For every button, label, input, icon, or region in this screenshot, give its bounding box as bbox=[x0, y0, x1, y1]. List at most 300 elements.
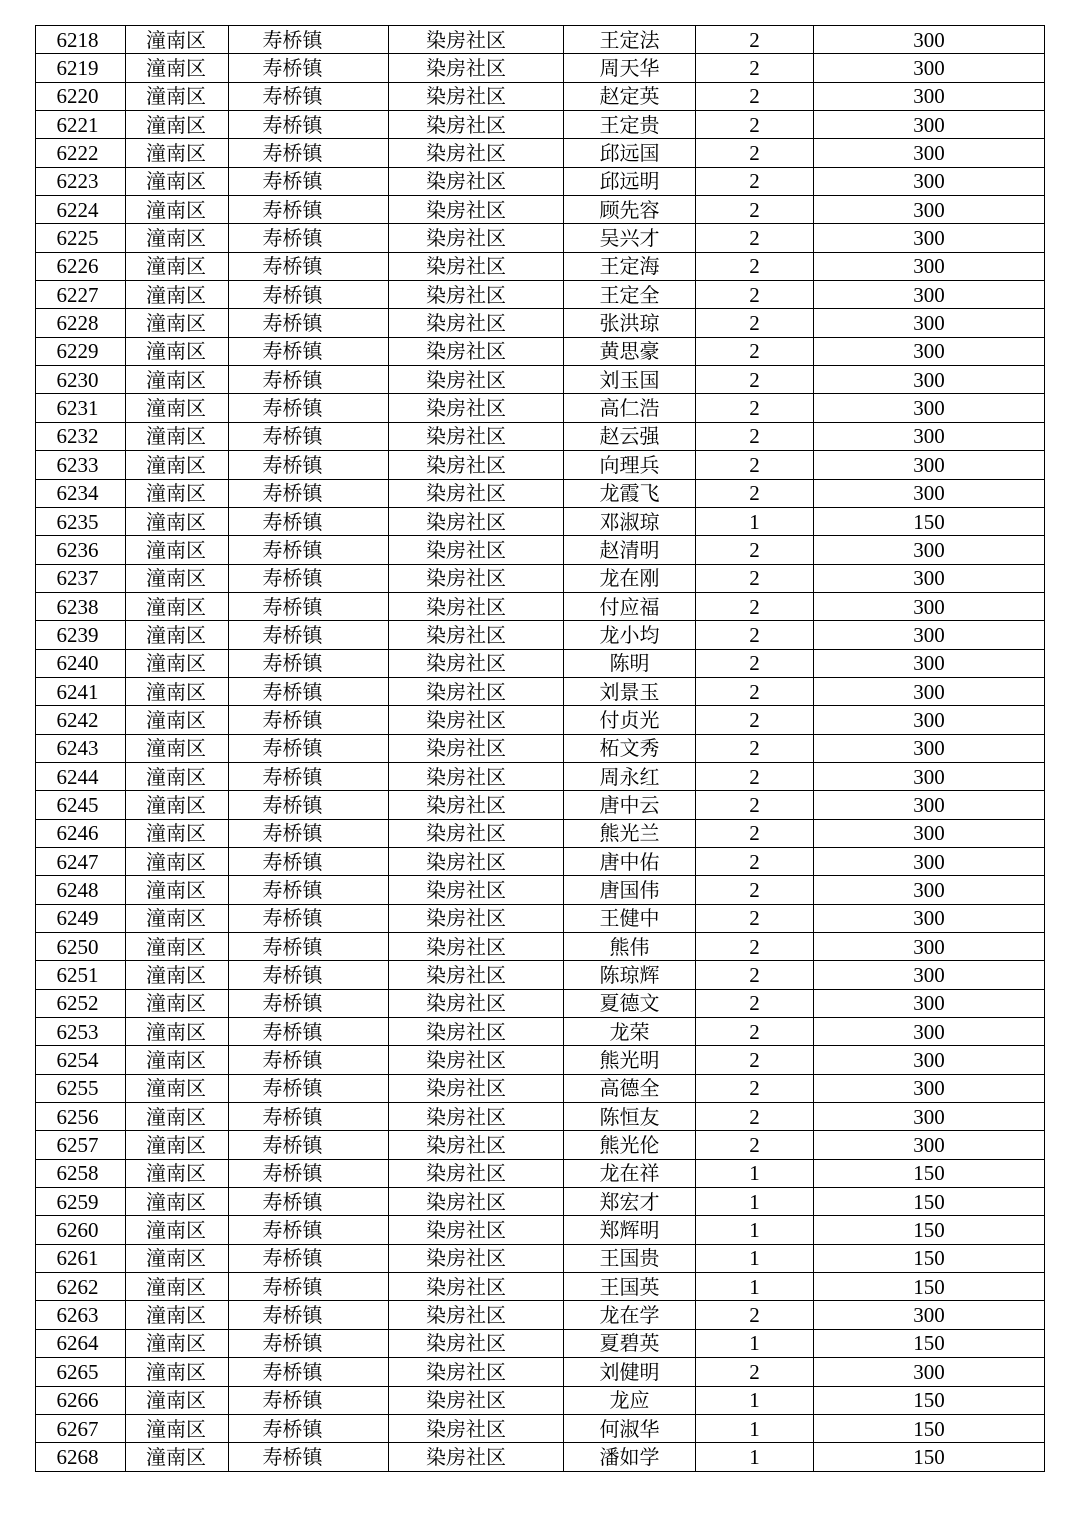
cell-count: 1 bbox=[696, 1244, 814, 1272]
cell-count: 2 bbox=[696, 734, 814, 762]
cell-serial-number: 6267 bbox=[36, 1414, 126, 1442]
table-row bbox=[36, 451, 1045, 479]
table-row bbox=[36, 1046, 1045, 1074]
cell-name: 龙在学 bbox=[564, 1301, 696, 1329]
table-row bbox=[36, 26, 1045, 54]
cell-district: 潼南区 bbox=[126, 706, 229, 734]
cell-count: 2 bbox=[696, 224, 814, 252]
cell-amount: 300 bbox=[814, 876, 1045, 904]
cell-count: 2 bbox=[696, 167, 814, 195]
cell-name: 刘健明 bbox=[564, 1358, 696, 1386]
cell-name: 龙在祥 bbox=[564, 1159, 696, 1187]
cell-serial-number: 6265 bbox=[36, 1358, 126, 1386]
cell-count: 2 bbox=[696, 536, 814, 564]
cell-community: 染房社区 bbox=[389, 337, 564, 365]
cell-town: 寿桥镇 bbox=[229, 791, 389, 819]
cell-name: 王定全 bbox=[564, 281, 696, 309]
cell-community: 染房社区 bbox=[389, 592, 564, 620]
cell-name: 夏碧英 bbox=[564, 1329, 696, 1357]
cell-name: 吴兴才 bbox=[564, 224, 696, 252]
cell-community: 染房社区 bbox=[389, 479, 564, 507]
cell-town: 寿桥镇 bbox=[229, 1301, 389, 1329]
cell-amount: 300 bbox=[814, 762, 1045, 790]
cell-amount: 300 bbox=[814, 422, 1045, 450]
cell-town: 寿桥镇 bbox=[229, 649, 389, 677]
cell-amount: 150 bbox=[814, 507, 1045, 535]
cell-name: 王国贵 bbox=[564, 1244, 696, 1272]
cell-count: 2 bbox=[696, 1018, 814, 1046]
cell-amount: 300 bbox=[814, 649, 1045, 677]
cell-district: 潼南区 bbox=[126, 819, 229, 847]
cell-community: 染房社区 bbox=[389, 1046, 564, 1074]
cell-town: 寿桥镇 bbox=[229, 281, 389, 309]
cell-community: 染房社区 bbox=[389, 1386, 564, 1414]
table-row bbox=[36, 592, 1045, 620]
cell-town: 寿桥镇 bbox=[229, 876, 389, 904]
cell-district: 潼南区 bbox=[126, 904, 229, 932]
table-row bbox=[36, 337, 1045, 365]
cell-community: 染房社区 bbox=[389, 54, 564, 82]
cell-amount: 300 bbox=[814, 479, 1045, 507]
cell-name: 黄思豪 bbox=[564, 337, 696, 365]
cell-serial-number: 6221 bbox=[36, 111, 126, 139]
cell-town: 寿桥镇 bbox=[229, 1018, 389, 1046]
cell-serial-number: 6260 bbox=[36, 1216, 126, 1244]
cell-community: 染房社区 bbox=[389, 1074, 564, 1102]
cell-town: 寿桥镇 bbox=[229, 167, 389, 195]
cell-count: 2 bbox=[696, 933, 814, 961]
table-row bbox=[36, 1301, 1045, 1329]
cell-amount: 300 bbox=[814, 961, 1045, 989]
cell-community: 染房社区 bbox=[389, 1188, 564, 1216]
cell-amount: 300 bbox=[814, 281, 1045, 309]
cell-community: 染房社区 bbox=[389, 677, 564, 705]
cell-amount: 300 bbox=[814, 1358, 1045, 1386]
cell-serial-number: 6263 bbox=[36, 1301, 126, 1329]
cell-amount: 150 bbox=[814, 1273, 1045, 1301]
cell-district: 潼南区 bbox=[126, 451, 229, 479]
cell-name: 龙在刚 bbox=[564, 564, 696, 592]
cell-amount: 300 bbox=[814, 592, 1045, 620]
cell-town: 寿桥镇 bbox=[229, 536, 389, 564]
cell-amount: 300 bbox=[814, 536, 1045, 564]
cell-town: 寿桥镇 bbox=[229, 1273, 389, 1301]
cell-name: 王定贵 bbox=[564, 111, 696, 139]
cell-community: 染房社区 bbox=[389, 451, 564, 479]
cell-town: 寿桥镇 bbox=[229, 451, 389, 479]
cell-count: 2 bbox=[696, 1358, 814, 1386]
table-row bbox=[36, 1329, 1045, 1357]
cell-community: 染房社区 bbox=[389, 224, 564, 252]
cell-name: 龙小均 bbox=[564, 621, 696, 649]
cell-name: 周永红 bbox=[564, 762, 696, 790]
cell-amount: 300 bbox=[814, 111, 1045, 139]
cell-town: 寿桥镇 bbox=[229, 961, 389, 989]
cell-amount: 150 bbox=[814, 1244, 1045, 1272]
cell-amount: 300 bbox=[814, 82, 1045, 110]
cell-district: 潼南区 bbox=[126, 111, 229, 139]
cell-serial-number: 6219 bbox=[36, 54, 126, 82]
cell-community: 染房社区 bbox=[389, 1358, 564, 1386]
cell-amount: 300 bbox=[814, 167, 1045, 195]
cell-district: 潼南区 bbox=[126, 762, 229, 790]
cell-name: 熊光明 bbox=[564, 1046, 696, 1074]
cell-town: 寿桥镇 bbox=[229, 54, 389, 82]
cell-count: 2 bbox=[696, 762, 814, 790]
table-row bbox=[36, 1159, 1045, 1187]
cell-count: 2 bbox=[696, 479, 814, 507]
cell-district: 潼南区 bbox=[126, 1443, 229, 1471]
cell-count: 2 bbox=[696, 1074, 814, 1102]
cell-name: 龙霞飞 bbox=[564, 479, 696, 507]
cell-district: 潼南区 bbox=[126, 507, 229, 535]
cell-community: 染房社区 bbox=[389, 507, 564, 535]
cell-town: 寿桥镇 bbox=[229, 479, 389, 507]
table-row bbox=[36, 1414, 1045, 1442]
cell-amount: 300 bbox=[814, 847, 1045, 875]
cell-name: 郑辉明 bbox=[564, 1216, 696, 1244]
cell-count: 2 bbox=[696, 139, 814, 167]
cell-count: 2 bbox=[696, 876, 814, 904]
cell-district: 潼南区 bbox=[126, 167, 229, 195]
cell-town: 寿桥镇 bbox=[229, 1159, 389, 1187]
cell-count: 1 bbox=[696, 507, 814, 535]
cell-serial-number: 6261 bbox=[36, 1244, 126, 1272]
cell-count: 2 bbox=[696, 451, 814, 479]
cell-name: 付贞光 bbox=[564, 706, 696, 734]
cell-count: 2 bbox=[696, 394, 814, 422]
cell-serial-number: 6232 bbox=[36, 422, 126, 450]
cell-count: 2 bbox=[696, 82, 814, 110]
table-row bbox=[36, 224, 1045, 252]
cell-count: 1 bbox=[696, 1188, 814, 1216]
cell-amount: 300 bbox=[814, 139, 1045, 167]
cell-community: 染房社区 bbox=[389, 819, 564, 847]
cell-serial-number: 6235 bbox=[36, 507, 126, 535]
cell-town: 寿桥镇 bbox=[229, 847, 389, 875]
cell-town: 寿桥镇 bbox=[229, 819, 389, 847]
cell-community: 染房社区 bbox=[389, 167, 564, 195]
cell-town: 寿桥镇 bbox=[229, 933, 389, 961]
table-row bbox=[36, 649, 1045, 677]
cell-community: 染房社区 bbox=[389, 1244, 564, 1272]
cell-community: 染房社区 bbox=[389, 1131, 564, 1159]
cell-district: 潼南区 bbox=[126, 1018, 229, 1046]
cell-community: 染房社区 bbox=[389, 1216, 564, 1244]
cell-amount: 300 bbox=[814, 1074, 1045, 1102]
cell-community: 染房社区 bbox=[389, 762, 564, 790]
cell-town: 寿桥镇 bbox=[229, 564, 389, 592]
cell-serial-number: 6252 bbox=[36, 989, 126, 1017]
cell-community: 染房社区 bbox=[389, 394, 564, 422]
cell-amount: 300 bbox=[814, 734, 1045, 762]
cell-serial-number: 6237 bbox=[36, 564, 126, 592]
cell-name: 赵清明 bbox=[564, 536, 696, 564]
cell-amount: 300 bbox=[814, 1301, 1045, 1329]
cell-name: 赵云强 bbox=[564, 422, 696, 450]
cell-name: 邱远国 bbox=[564, 139, 696, 167]
cell-serial-number: 6228 bbox=[36, 309, 126, 337]
cell-serial-number: 6266 bbox=[36, 1386, 126, 1414]
cell-serial-number: 6220 bbox=[36, 82, 126, 110]
cell-serial-number: 6224 bbox=[36, 196, 126, 224]
table-row bbox=[36, 1131, 1045, 1159]
cell-name: 唐中佑 bbox=[564, 847, 696, 875]
cell-amount: 300 bbox=[814, 1018, 1045, 1046]
cell-serial-number: 6233 bbox=[36, 451, 126, 479]
cell-community: 染房社区 bbox=[389, 196, 564, 224]
cell-serial-number: 6241 bbox=[36, 677, 126, 705]
cell-community: 染房社区 bbox=[389, 1018, 564, 1046]
cell-serial-number: 6249 bbox=[36, 904, 126, 932]
cell-name: 高仁浩 bbox=[564, 394, 696, 422]
cell-district: 潼南区 bbox=[126, 1273, 229, 1301]
cell-serial-number: 6259 bbox=[36, 1188, 126, 1216]
cell-district: 潼南区 bbox=[126, 933, 229, 961]
cell-town: 寿桥镇 bbox=[229, 1358, 389, 1386]
table-row bbox=[36, 1443, 1045, 1471]
cell-serial-number: 6230 bbox=[36, 366, 126, 394]
cell-count: 2 bbox=[696, 677, 814, 705]
table-row bbox=[36, 479, 1045, 507]
cell-community: 染房社区 bbox=[389, 281, 564, 309]
cell-community: 染房社区 bbox=[389, 26, 564, 54]
cell-town: 寿桥镇 bbox=[229, 422, 389, 450]
table-row bbox=[36, 791, 1045, 819]
cell-name: 付应福 bbox=[564, 592, 696, 620]
cell-district: 潼南区 bbox=[126, 592, 229, 620]
table-row bbox=[36, 167, 1045, 195]
cell-count: 2 bbox=[696, 1131, 814, 1159]
cell-serial-number: 6257 bbox=[36, 1131, 126, 1159]
cell-serial-number: 6234 bbox=[36, 479, 126, 507]
cell-serial-number: 6268 bbox=[36, 1443, 126, 1471]
cell-community: 染房社区 bbox=[389, 989, 564, 1017]
cell-count: 2 bbox=[696, 196, 814, 224]
cell-community: 染房社区 bbox=[389, 1159, 564, 1187]
cell-count: 2 bbox=[696, 54, 814, 82]
cell-town: 寿桥镇 bbox=[229, 762, 389, 790]
cell-count: 2 bbox=[696, 309, 814, 337]
cell-serial-number: 6226 bbox=[36, 252, 126, 280]
cell-count: 2 bbox=[696, 649, 814, 677]
cell-district: 潼南区 bbox=[126, 139, 229, 167]
table-row bbox=[36, 422, 1045, 450]
cell-name: 潘如学 bbox=[564, 1443, 696, 1471]
cell-town: 寿桥镇 bbox=[229, 1188, 389, 1216]
cell-count: 2 bbox=[696, 1301, 814, 1329]
cell-count: 2 bbox=[696, 252, 814, 280]
cell-town: 寿桥镇 bbox=[229, 1244, 389, 1272]
table-row bbox=[36, 1244, 1045, 1272]
cell-amount: 300 bbox=[814, 1046, 1045, 1074]
cell-count: 1 bbox=[696, 1329, 814, 1357]
cell-name: 柘文秀 bbox=[564, 734, 696, 762]
cell-town: 寿桥镇 bbox=[229, 677, 389, 705]
cell-count: 1 bbox=[696, 1443, 814, 1471]
cell-count: 2 bbox=[696, 791, 814, 819]
cell-serial-number: 6244 bbox=[36, 762, 126, 790]
cell-district: 潼南区 bbox=[126, 677, 229, 705]
cell-district: 潼南区 bbox=[126, 1358, 229, 1386]
cell-serial-number: 6238 bbox=[36, 592, 126, 620]
cell-community: 染房社区 bbox=[389, 422, 564, 450]
table-row bbox=[36, 1188, 1045, 1216]
cell-count: 2 bbox=[696, 366, 814, 394]
table-row bbox=[36, 1018, 1045, 1046]
cell-town: 寿桥镇 bbox=[229, 224, 389, 252]
cell-community: 染房社区 bbox=[389, 649, 564, 677]
cell-amount: 300 bbox=[814, 451, 1045, 479]
cell-town: 寿桥镇 bbox=[229, 394, 389, 422]
cell-name: 熊伟 bbox=[564, 933, 696, 961]
cell-serial-number: 6225 bbox=[36, 224, 126, 252]
cell-district: 潼南区 bbox=[126, 1131, 229, 1159]
table-row bbox=[36, 876, 1045, 904]
table-row bbox=[36, 933, 1045, 961]
cell-name: 龙荣 bbox=[564, 1018, 696, 1046]
cell-community: 染房社区 bbox=[389, 309, 564, 337]
cell-count: 2 bbox=[696, 1046, 814, 1074]
cell-name: 王健中 bbox=[564, 904, 696, 932]
cell-district: 潼南区 bbox=[126, 422, 229, 450]
cell-name: 唐国伟 bbox=[564, 876, 696, 904]
cell-community: 染房社区 bbox=[389, 1329, 564, 1357]
cell-community: 染房社区 bbox=[389, 876, 564, 904]
cell-community: 染房社区 bbox=[389, 933, 564, 961]
cell-serial-number: 6245 bbox=[36, 791, 126, 819]
cell-name: 王国英 bbox=[564, 1273, 696, 1301]
cell-name: 郑宏才 bbox=[564, 1188, 696, 1216]
cell-district: 潼南区 bbox=[126, 1386, 229, 1414]
cell-count: 1 bbox=[696, 1159, 814, 1187]
cell-count: 2 bbox=[696, 592, 814, 620]
cell-amount: 300 bbox=[814, 904, 1045, 932]
cell-count: 2 bbox=[696, 422, 814, 450]
cell-serial-number: 6255 bbox=[36, 1074, 126, 1102]
cell-amount: 300 bbox=[814, 196, 1045, 224]
cell-serial-number: 6251 bbox=[36, 961, 126, 989]
cell-community: 染房社区 bbox=[389, 564, 564, 592]
cell-town: 寿桥镇 bbox=[229, 734, 389, 762]
cell-town: 寿桥镇 bbox=[229, 1414, 389, 1442]
cell-district: 潼南区 bbox=[126, 224, 229, 252]
cell-count: 2 bbox=[696, 989, 814, 1017]
cell-name: 邓淑琼 bbox=[564, 507, 696, 535]
cell-serial-number: 6227 bbox=[36, 281, 126, 309]
cell-district: 潼南区 bbox=[126, 847, 229, 875]
cell-name: 顾先容 bbox=[564, 196, 696, 224]
cell-count: 2 bbox=[696, 819, 814, 847]
table-row bbox=[36, 734, 1045, 762]
cell-district: 潼南区 bbox=[126, 1159, 229, 1187]
cell-town: 寿桥镇 bbox=[229, 1216, 389, 1244]
cell-name: 王定法 bbox=[564, 26, 696, 54]
cell-amount: 300 bbox=[814, 791, 1045, 819]
cell-town: 寿桥镇 bbox=[229, 507, 389, 535]
table-row bbox=[36, 989, 1045, 1017]
cell-serial-number: 6218 bbox=[36, 26, 126, 54]
cell-count: 2 bbox=[696, 706, 814, 734]
data-table-container bbox=[35, 25, 1044, 1472]
cell-amount: 150 bbox=[814, 1386, 1045, 1414]
cell-amount: 300 bbox=[814, 366, 1045, 394]
cell-community: 染房社区 bbox=[389, 904, 564, 932]
cell-town: 寿桥镇 bbox=[229, 366, 389, 394]
table-row bbox=[36, 847, 1045, 875]
table-row bbox=[36, 762, 1045, 790]
table-row bbox=[36, 1216, 1045, 1244]
cell-serial-number: 6229 bbox=[36, 337, 126, 365]
cell-town: 寿桥镇 bbox=[229, 706, 389, 734]
cell-amount: 300 bbox=[814, 252, 1045, 280]
cell-serial-number: 6222 bbox=[36, 139, 126, 167]
cell-serial-number: 6254 bbox=[36, 1046, 126, 1074]
cell-district: 潼南区 bbox=[126, 649, 229, 677]
cell-town: 寿桥镇 bbox=[229, 592, 389, 620]
cell-community: 染房社区 bbox=[389, 252, 564, 280]
cell-amount: 300 bbox=[814, 394, 1045, 422]
cell-name: 周天华 bbox=[564, 54, 696, 82]
cell-amount: 300 bbox=[814, 933, 1045, 961]
cell-community: 染房社区 bbox=[389, 1273, 564, 1301]
cell-name: 何淑华 bbox=[564, 1414, 696, 1442]
table-row bbox=[36, 196, 1045, 224]
cell-serial-number: 6256 bbox=[36, 1103, 126, 1131]
cell-district: 潼南区 bbox=[126, 1244, 229, 1272]
cell-serial-number: 6223 bbox=[36, 167, 126, 195]
cell-district: 潼南区 bbox=[126, 26, 229, 54]
table-row bbox=[36, 82, 1045, 110]
cell-serial-number: 6264 bbox=[36, 1329, 126, 1357]
cell-community: 染房社区 bbox=[389, 1103, 564, 1131]
cell-town: 寿桥镇 bbox=[229, 1443, 389, 1471]
cell-district: 潼南区 bbox=[126, 309, 229, 337]
cell-district: 潼南区 bbox=[126, 564, 229, 592]
table-row bbox=[36, 706, 1045, 734]
cell-district: 潼南区 bbox=[126, 536, 229, 564]
cell-district: 潼南区 bbox=[126, 196, 229, 224]
table-row bbox=[36, 366, 1045, 394]
table-row bbox=[36, 1273, 1045, 1301]
cell-count: 2 bbox=[696, 26, 814, 54]
table-row bbox=[36, 564, 1045, 592]
cell-amount: 150 bbox=[814, 1159, 1045, 1187]
cell-community: 染房社区 bbox=[389, 82, 564, 110]
cell-serial-number: 6258 bbox=[36, 1159, 126, 1187]
cell-district: 潼南区 bbox=[126, 337, 229, 365]
cell-community: 染房社区 bbox=[389, 791, 564, 819]
cell-community: 染房社区 bbox=[389, 366, 564, 394]
cell-town: 寿桥镇 bbox=[229, 309, 389, 337]
table-row bbox=[36, 819, 1045, 847]
cell-count: 2 bbox=[696, 111, 814, 139]
cell-count: 1 bbox=[696, 1386, 814, 1414]
cell-serial-number: 6247 bbox=[36, 847, 126, 875]
cell-district: 潼南区 bbox=[126, 1188, 229, 1216]
cell-count: 2 bbox=[696, 281, 814, 309]
cell-town: 寿桥镇 bbox=[229, 989, 389, 1017]
cell-serial-number: 6243 bbox=[36, 734, 126, 762]
cell-town: 寿桥镇 bbox=[229, 252, 389, 280]
cell-serial-number: 6253 bbox=[36, 1018, 126, 1046]
cell-community: 染房社区 bbox=[389, 1414, 564, 1442]
table-row bbox=[36, 621, 1045, 649]
cell-community: 染房社区 bbox=[389, 847, 564, 875]
table-row bbox=[36, 536, 1045, 564]
cell-town: 寿桥镇 bbox=[229, 1103, 389, 1131]
table-row bbox=[36, 54, 1045, 82]
